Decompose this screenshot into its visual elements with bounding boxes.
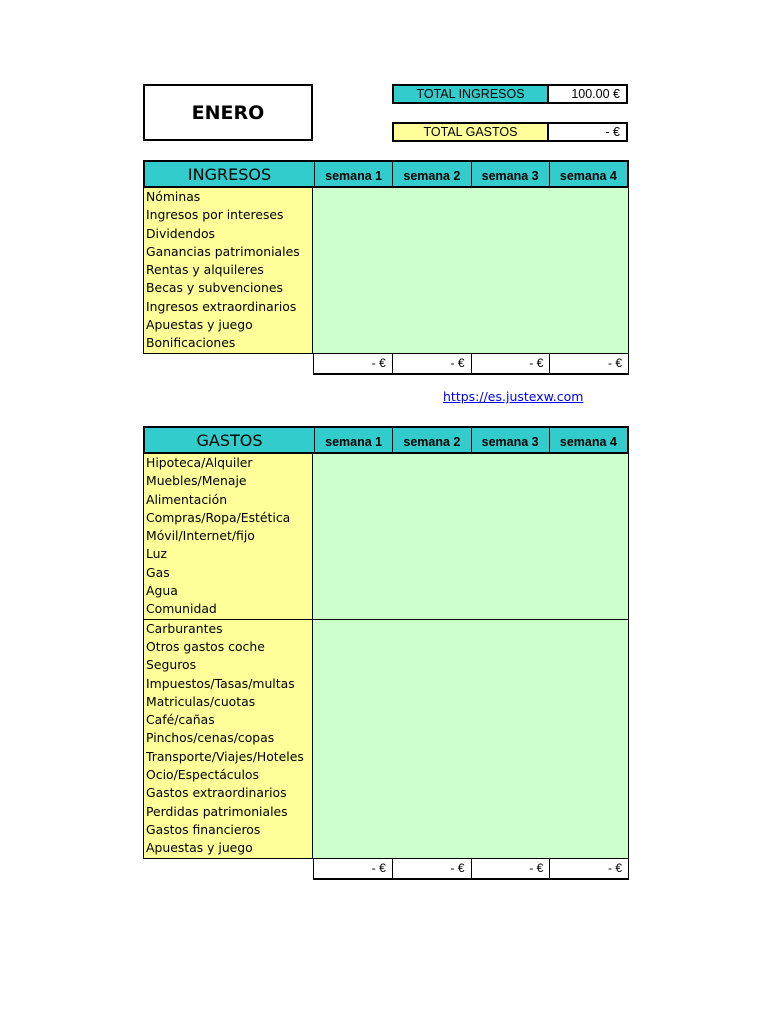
list-item: Dividendos bbox=[146, 225, 216, 241]
ingresos-week-4: semana 4 bbox=[559, 169, 617, 183]
list-item: Rentas y alquileres bbox=[146, 262, 264, 278]
list-item: Gastos financieros bbox=[146, 821, 261, 837]
ingresos-sum-week-1: - € bbox=[313, 354, 393, 373]
website-link[interactable]: https://es.justexw.com bbox=[443, 389, 584, 404]
list-item: Agua bbox=[146, 583, 178, 599]
gastos-fixed-input-grid[interactable] bbox=[313, 454, 629, 620]
list-item: Gastos extraordinarios bbox=[146, 785, 287, 801]
gastos-week-2: semana 2 bbox=[393, 428, 471, 452]
ingresos-week-2: semana 2 bbox=[393, 162, 471, 186]
gastos-variable-body bbox=[143, 620, 629, 859]
ingresos-input-grid[interactable] bbox=[313, 188, 629, 354]
list-item: Perdidas patrimoniales bbox=[146, 803, 288, 819]
list-item: Ingresos extraordinarios bbox=[146, 298, 297, 314]
list-item: Ganancias patrimoniales bbox=[146, 243, 300, 259]
total-income-value[interactable]: 100.00 € bbox=[549, 84, 628, 104]
list-item: Seguros bbox=[146, 657, 197, 673]
ingresos-week-3: semana 3 bbox=[472, 162, 550, 186]
list-item: Apuestas y juego bbox=[146, 317, 253, 333]
gastos-header bbox=[143, 426, 629, 454]
gastos-fixed-body bbox=[143, 454, 629, 620]
total-expense-label: TOTAL GASTOS bbox=[392, 122, 549, 142]
list-item: Alimentación bbox=[146, 491, 228, 507]
list-item: Apuestas y juego bbox=[146, 840, 253, 856]
list-item: Bonificaciones bbox=[146, 335, 236, 351]
list-item: Pinchos/cenas/copas bbox=[146, 730, 275, 746]
month-title: ENERO bbox=[143, 84, 313, 141]
ingresos-week-1: semana 1 bbox=[315, 162, 393, 186]
ingresos-sum-row bbox=[313, 354, 629, 375]
list-item: Ocio/Espectáculos bbox=[146, 767, 259, 783]
gastos-title: GASTOS bbox=[145, 428, 315, 452]
gastos-variable-input-grid[interactable] bbox=[313, 620, 629, 859]
list-item: Café/cañas bbox=[146, 712, 215, 728]
list-item: Ingresos por intereses bbox=[146, 207, 284, 223]
list-item: Nóminas bbox=[146, 189, 201, 204]
list-item: Comunidad bbox=[146, 601, 217, 617]
ingresos-section bbox=[143, 160, 629, 375]
gastos-sum-week-3: - € bbox=[472, 859, 551, 878]
list-item: Becas y subvenciones bbox=[146, 280, 283, 296]
gastos-sum-row bbox=[313, 859, 629, 880]
gastos-section bbox=[143, 426, 629, 880]
total-expense-row bbox=[392, 122, 628, 142]
list-item: Compras/Ropa/Estética bbox=[146, 509, 291, 525]
ingresos-sum-week-2: - € bbox=[393, 354, 472, 373]
total-income-label: TOTAL INGRESOS bbox=[392, 84, 549, 104]
gastos-week-1: semana 1 bbox=[315, 428, 393, 452]
ingresos-sum-week-3: - € bbox=[472, 354, 551, 373]
list-item: Móvil/Internet/fijo bbox=[146, 528, 255, 544]
list-item: Otros gastos coche bbox=[146, 638, 265, 654]
ingresos-title: INGRESOS bbox=[145, 162, 315, 186]
list-item: Impuestos/Tasas/multas bbox=[146, 675, 295, 691]
list-item: Luz bbox=[146, 546, 168, 562]
ingresos-sum-week-4: - € bbox=[550, 354, 629, 373]
total-income-row bbox=[392, 84, 628, 104]
gastos-sum-week-1: - € bbox=[313, 859, 393, 878]
list-item: Hipoteca/Alquiler bbox=[146, 455, 253, 470]
ingresos-categories bbox=[143, 188, 313, 354]
gastos-variable-categories bbox=[143, 620, 313, 859]
gastos-fixed-categories bbox=[143, 454, 313, 620]
gastos-sum-week-2: - € bbox=[393, 859, 472, 878]
total-expense-value[interactable]: - € bbox=[549, 122, 628, 142]
gastos-sum-week-4: - € bbox=[550, 859, 629, 878]
ingresos-body bbox=[143, 188, 629, 354]
list-item: Gas bbox=[146, 564, 170, 580]
list-item: Muebles/Menaje bbox=[146, 473, 247, 489]
list-item: Transporte/Viajes/Hoteles bbox=[146, 748, 304, 764]
list-item: Matriculas/cuotas bbox=[146, 693, 256, 709]
ingresos-header bbox=[143, 160, 629, 188]
gastos-week-3: semana 3 bbox=[472, 428, 550, 452]
list-item: Carburantes bbox=[146, 620, 223, 636]
gastos-week-4: semana 4 bbox=[559, 435, 617, 449]
